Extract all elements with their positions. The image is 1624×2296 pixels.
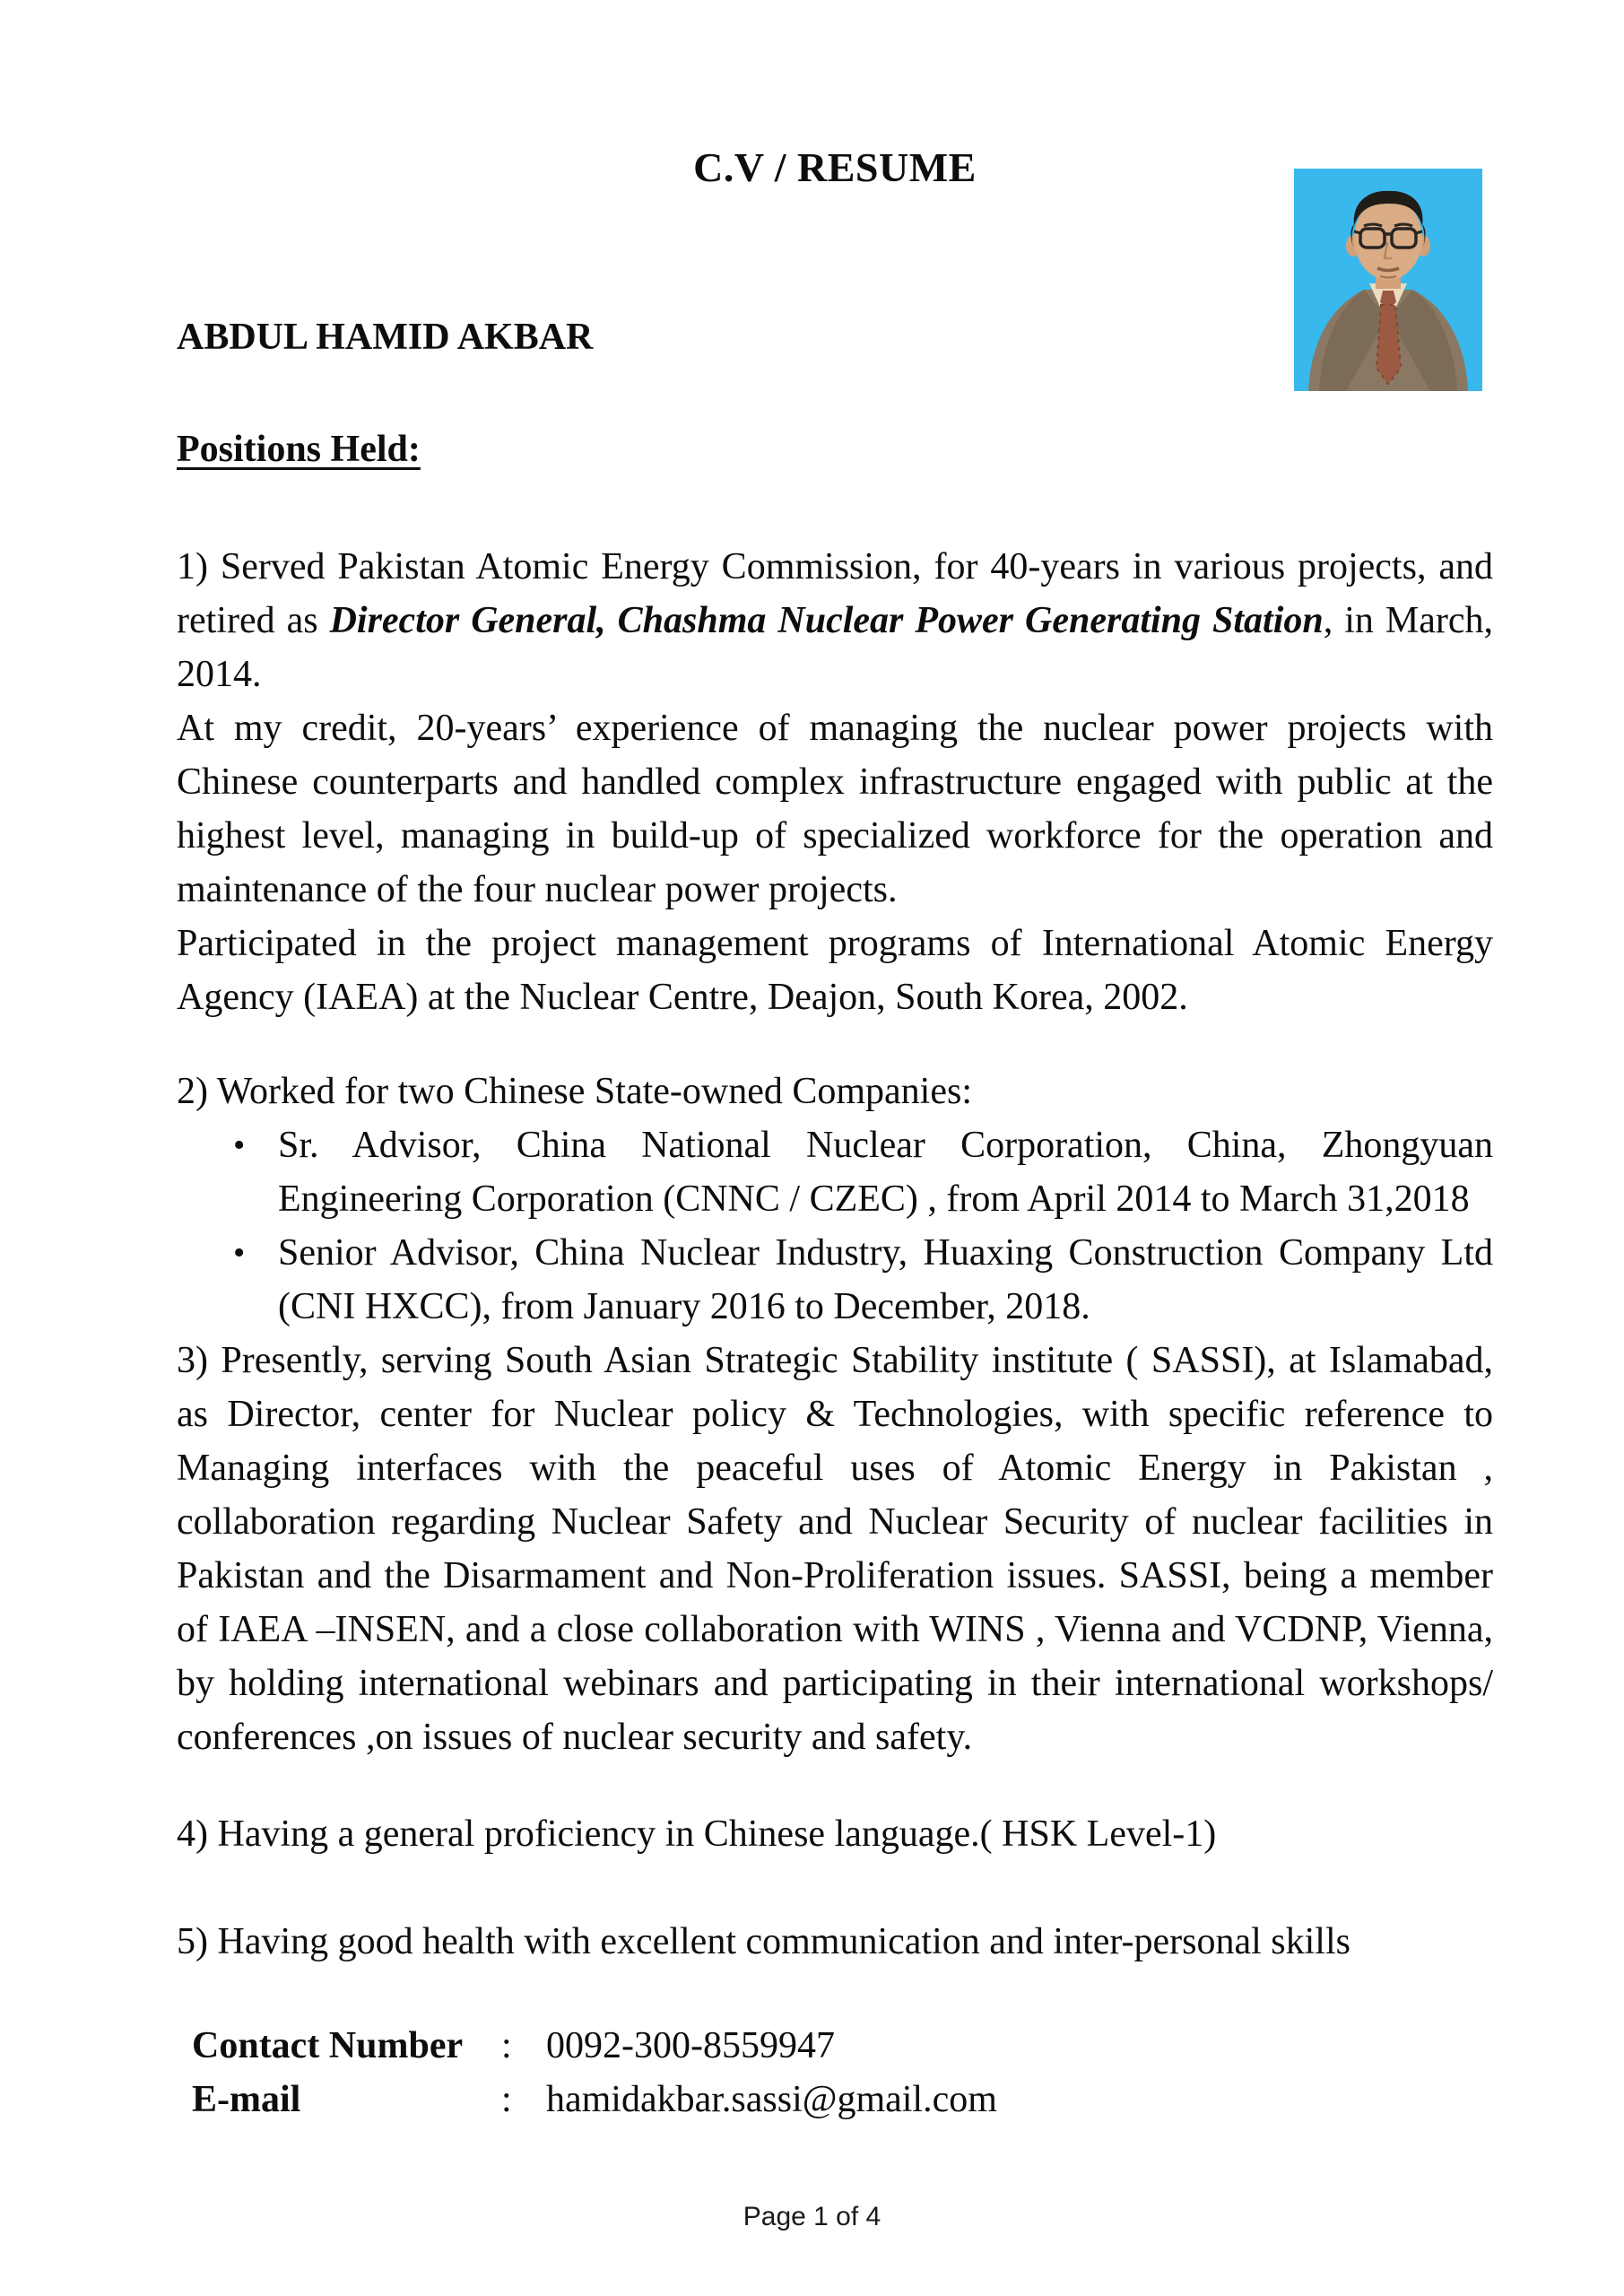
bullet-icon: • bbox=[233, 1126, 246, 1164]
candidate-name: ABDUL HAMID AKBAR bbox=[177, 317, 594, 358]
bullet-list bbox=[177, 1118, 1493, 1334]
section-heading-positions-held: Positions Held: bbox=[177, 429, 421, 470]
paragraph-credit-experience: At my credit, 20-years’ experience of managing the nuclear power projects with Chinese counterparts and handled complex infrastructure engaged with public at the highest level, managing in build-up of specialized workforce for the operation and maintenance of the four nuclear power projects. bbox=[177, 708, 1493, 910]
paragraph-iaea-programs: Participated in the project management programs of International Atomic Energy Agency (IAEA) at the Nuclear Centre, Deajon, South Korea, 2002. bbox=[177, 923, 1493, 1018]
page-number-footer: Page 1 of 4 bbox=[743, 2202, 881, 2231]
contact-number-separator: : bbox=[501, 2025, 512, 2066]
paragraph-position-1-suffix: , in March, 2014. bbox=[177, 600, 1493, 695]
email-label: E-mail bbox=[192, 2079, 301, 2120]
list-item bbox=[177, 1118, 1493, 1226]
bullet-text-cnnc: Sr. Advisor, China National Nuclear Corporation, China, Zhongyuan Engineering Corporation (CNNC / CZEC) , from April 2014 to March 31,2018 bbox=[278, 1125, 1493, 1220]
contact-number-value: 0092-300-8559947 bbox=[546, 2025, 835, 2066]
email-value: hamidakbar.sassi@gmail.com bbox=[546, 2079, 997, 2120]
paragraph-position-2-heading: 2) Worked for two Chinese State-owned Companies: bbox=[177, 1071, 973, 1112]
contact-block bbox=[177, 2019, 1493, 2126]
paragraph-position-1-prefix: 1) Served Pakistan Atomic Energy Commission, for 40-years in various projects, and retired as bbox=[177, 546, 1493, 641]
list-item bbox=[177, 1226, 1493, 1334]
document-body bbox=[177, 540, 1493, 2126]
paragraph-position-5: 5) Having good health with excellent communication and inter-personal skills bbox=[177, 1921, 1350, 1962]
contact-row-email bbox=[177, 2073, 1493, 2126]
email-separator: : bbox=[501, 2079, 512, 2120]
page-title: C.V / RESUME bbox=[693, 144, 977, 190]
profile-photo-illustration bbox=[1294, 169, 1482, 391]
bullet-text-cni-hxcc: Senior Advisor, China Nuclear Industry, Huaxing Construction Company Ltd (CNI HXCC), from January 2016 to December, 2018. bbox=[278, 1232, 1493, 1327]
paragraph-position-1-emphasis: Director General, Chashma Nuclear Power Generating Station bbox=[329, 600, 1324, 641]
paragraph-position-3: 3) Presently, serving South Asian Strategic Stability institute ( SASSI), at Islamabad, as Director, center for Nuclear policy & Technologies, with specific reference to Managing interfaces with the peaceful uses of Atomic Energy in Pakistan , collaboration regarding Nuclear Safety and Nuclear Security of nuclear facilities in Pakistan and the Disarmament and Non-Proliferation issues. SASSI, being a member of IAEA –INSEN, and a close collaboration with WINS , Vienna and VCDNP, Vienna, by holding international webinars and participating in their international workshops/ conferences ,on issues of nuclear security and safety. bbox=[177, 1340, 1493, 1758]
paragraph-position-4: 4) Having a general proficiency in Chinese language.( HSK Level-1) bbox=[177, 1813, 1217, 1855]
contact-row-phone bbox=[177, 2019, 1493, 2073]
paragraph-position-1 bbox=[177, 540, 1493, 701]
bullet-icon: • bbox=[233, 1234, 246, 1272]
contact-number-label: Contact Number bbox=[192, 2025, 464, 2066]
profile-photo bbox=[1294, 169, 1482, 391]
